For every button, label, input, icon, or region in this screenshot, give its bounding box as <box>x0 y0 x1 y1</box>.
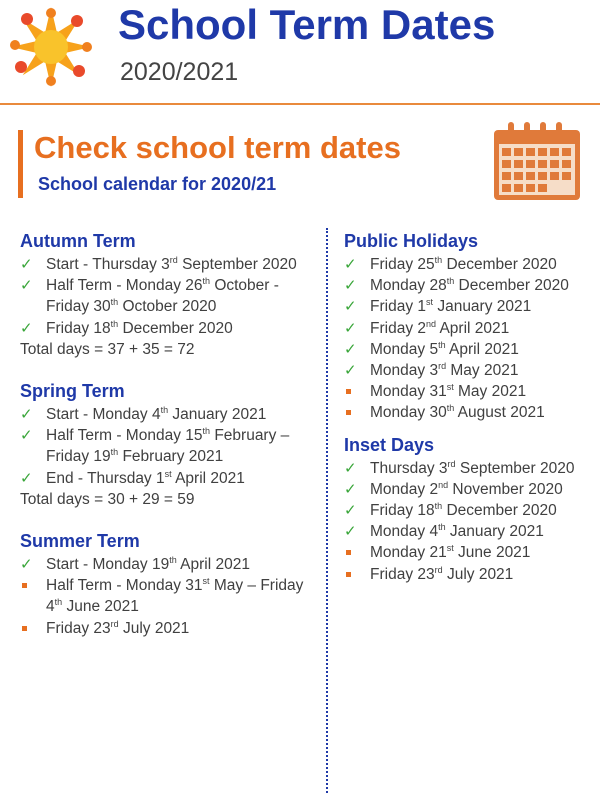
right-column <box>344 230 596 595</box>
list-item <box>344 318 596 339</box>
checkmark-icon: ✓ <box>344 256 357 273</box>
item-text: End - Thursday 1 <box>46 469 165 487</box>
ordinal-suffix: th <box>438 522 446 533</box>
list-item <box>344 564 596 585</box>
item-text: Half Term - Monday 31 <box>46 577 203 595</box>
ordinal-suffix: rd <box>110 618 119 629</box>
list-item <box>20 618 320 639</box>
summer-term-section <box>20 530 320 639</box>
item-text: Start - Thursday 3 <box>46 256 170 273</box>
checkmark-icon: ✓ <box>344 459 357 477</box>
item-text: May – Friday 4 <box>46 577 304 616</box>
banner-subtitle: School calendar for 2020/21 <box>38 174 277 194</box>
list-item <box>344 500 596 521</box>
date-list <box>344 254 596 424</box>
item-text: Friday 1 <box>370 298 426 316</box>
item-text: February 2021 <box>118 448 224 466</box>
school-logo-icon <box>8 4 94 90</box>
calendar-icon <box>492 120 582 202</box>
ordinal-suffix: rd <box>169 254 178 265</box>
ordinal-suffix: th <box>434 254 443 265</box>
list-item <box>344 402 596 423</box>
public-holidays-section <box>344 230 596 424</box>
list-item <box>344 521 596 542</box>
total-days: Total days = 37 + 35 = 72 <box>20 340 195 358</box>
checkmark-icon: ✓ <box>20 469 33 487</box>
checkmark-icon: ✓ <box>344 319 357 337</box>
item-text: December 2020 <box>454 277 569 295</box>
item-text: Monday 2 <box>370 480 439 498</box>
list-item <box>344 339 596 360</box>
checkmark-icon: ✓ <box>20 256 33 273</box>
checkmark-icon: ✓ <box>20 556 33 574</box>
date-list <box>20 554 320 639</box>
item-text: Monday 30 <box>370 404 447 422</box>
header-divider <box>0 103 600 105</box>
checkmark-icon: ✓ <box>20 406 33 424</box>
item-text: May 2021 <box>446 362 519 380</box>
item-text: Friday 18 <box>46 319 111 337</box>
list-item <box>20 404 320 425</box>
item-text: July 2021 <box>442 565 514 583</box>
ordinal-suffix: th <box>110 447 119 458</box>
item-text: Monday 31 <box>370 383 447 401</box>
list-item <box>344 479 596 500</box>
list-item <box>344 360 596 381</box>
list-item <box>344 275 596 296</box>
item-text: Monday 21 <box>370 544 447 562</box>
item-text: February – Friday 19 <box>46 427 290 466</box>
item-text: January 2021 <box>445 523 544 541</box>
ordinal-suffix: th <box>434 500 443 511</box>
list-item <box>344 254 596 275</box>
item-text: January 2021 <box>168 406 267 424</box>
ordinal-suffix: th <box>438 339 446 350</box>
item-text: June 2021 <box>453 544 531 562</box>
ordinal-suffix: nd <box>438 479 449 490</box>
item-text: Monday 28 <box>370 277 447 295</box>
checkmark-icon: ✓ <box>344 502 357 520</box>
autumn-term-section <box>20 230 320 360</box>
item-text: Thursday 3 <box>370 459 448 477</box>
checkmark-icon: ✓ <box>344 277 357 295</box>
item-text: September 2020 <box>177 256 297 273</box>
item-text: Friday 23 <box>370 565 435 583</box>
item-text: June 2021 <box>62 598 139 616</box>
checkmark-icon: ✓ <box>344 523 357 541</box>
ordinal-suffix: th <box>54 597 63 608</box>
ordinal-suffix: th <box>202 276 211 287</box>
checkmark-icon: ✓ <box>20 277 33 295</box>
item-text: Friday 25 <box>370 256 435 273</box>
item-text: Monday 4 <box>370 523 439 541</box>
page-year: 2020/2021 <box>120 58 239 86</box>
banner-title: Check school term dates <box>34 130 401 165</box>
item-text: November 2020 <box>448 480 563 498</box>
date-list <box>344 458 596 585</box>
checkmark-icon: ✓ <box>20 427 33 445</box>
inset-days-section <box>344 434 596 585</box>
checkmark-icon: ✓ <box>20 319 33 337</box>
ordinal-suffix: st <box>446 543 454 554</box>
checkmark-icon: ✓ <box>344 362 357 380</box>
item-text: July 2021 <box>118 619 190 637</box>
column-divider <box>326 228 328 793</box>
list-item <box>20 575 320 617</box>
item-text: August 2021 <box>454 404 545 422</box>
ordinal-suffix: th <box>446 403 455 414</box>
ordinal-suffix: rd <box>447 458 456 469</box>
section-title: Inset Days <box>344 434 435 455</box>
list-item <box>20 254 320 275</box>
item-text: October 2020 <box>118 298 217 316</box>
list-item <box>344 381 596 402</box>
list-item <box>20 275 320 317</box>
item-text: Start - Monday 4 <box>46 406 161 424</box>
item-text: Start - Monday 19 <box>46 556 170 574</box>
checkmark-icon: ✓ <box>344 298 357 316</box>
ordinal-suffix: st <box>202 576 210 587</box>
page-title: School Term Dates <box>118 1 496 48</box>
ordinal-suffix: th <box>110 318 119 329</box>
list-item <box>20 425 320 467</box>
total-days: Total days = 30 + 29 = 59 <box>20 490 195 508</box>
item-text: Half Term - Monday 15 <box>46 427 203 445</box>
section-title: Spring Term <box>20 381 125 402</box>
item-text: April 2021 <box>445 340 519 358</box>
date-list <box>20 254 320 339</box>
spring-term-section <box>20 380 320 510</box>
item-text: Friday 2 <box>370 319 426 337</box>
item-text: May 2021 <box>453 383 527 401</box>
ordinal-suffix: st <box>164 468 172 479</box>
item-text: Friday 23 <box>46 619 111 637</box>
item-text: October - Friday 30 <box>46 277 279 316</box>
section-title: Public Holidays <box>344 231 479 251</box>
item-text: September 2020 <box>455 459 575 477</box>
list-item <box>344 458 596 479</box>
left-column <box>20 230 320 659</box>
banner-accent-bar <box>18 130 23 198</box>
list-item <box>20 554 320 575</box>
checkmark-icon: ✓ <box>344 340 357 358</box>
list-item <box>344 542 596 563</box>
ordinal-suffix: th <box>110 297 119 308</box>
item-text: Monday 5 <box>370 340 439 358</box>
ordinal-suffix: th <box>169 554 177 565</box>
item-text: April 2021 <box>436 319 510 337</box>
ordinal-suffix: th <box>160 404 169 415</box>
item-text: April 2021 <box>176 556 250 574</box>
list-item <box>20 318 320 339</box>
ordinal-suffix: st <box>446 382 454 393</box>
section-title: Autumn Term <box>20 231 136 251</box>
item-text: January 2021 <box>433 298 532 316</box>
item-text: Friday 18 <box>370 502 435 520</box>
item-text: Monday 3 <box>370 362 439 380</box>
ordinal-suffix: th <box>202 426 211 437</box>
date-list <box>20 404 320 489</box>
ordinal-suffix: st <box>426 297 434 308</box>
item-text: December 2020 <box>442 502 557 520</box>
checkmark-icon: ✓ <box>344 480 357 498</box>
ordinal-suffix: th <box>446 276 455 287</box>
item-text: April 2021 <box>171 469 245 487</box>
item-text: Half Term - Monday 26 <box>46 277 203 295</box>
ordinal-suffix: nd <box>426 318 437 329</box>
page-header <box>0 0 600 104</box>
item-text: December 2020 <box>442 256 557 273</box>
section-title: Summer Term <box>20 531 140 552</box>
ordinal-suffix: rd <box>434 564 443 575</box>
ordinal-suffix: rd <box>438 360 447 371</box>
item-text: December 2020 <box>118 319 233 337</box>
list-item <box>20 468 320 489</box>
list-item <box>344 296 596 317</box>
